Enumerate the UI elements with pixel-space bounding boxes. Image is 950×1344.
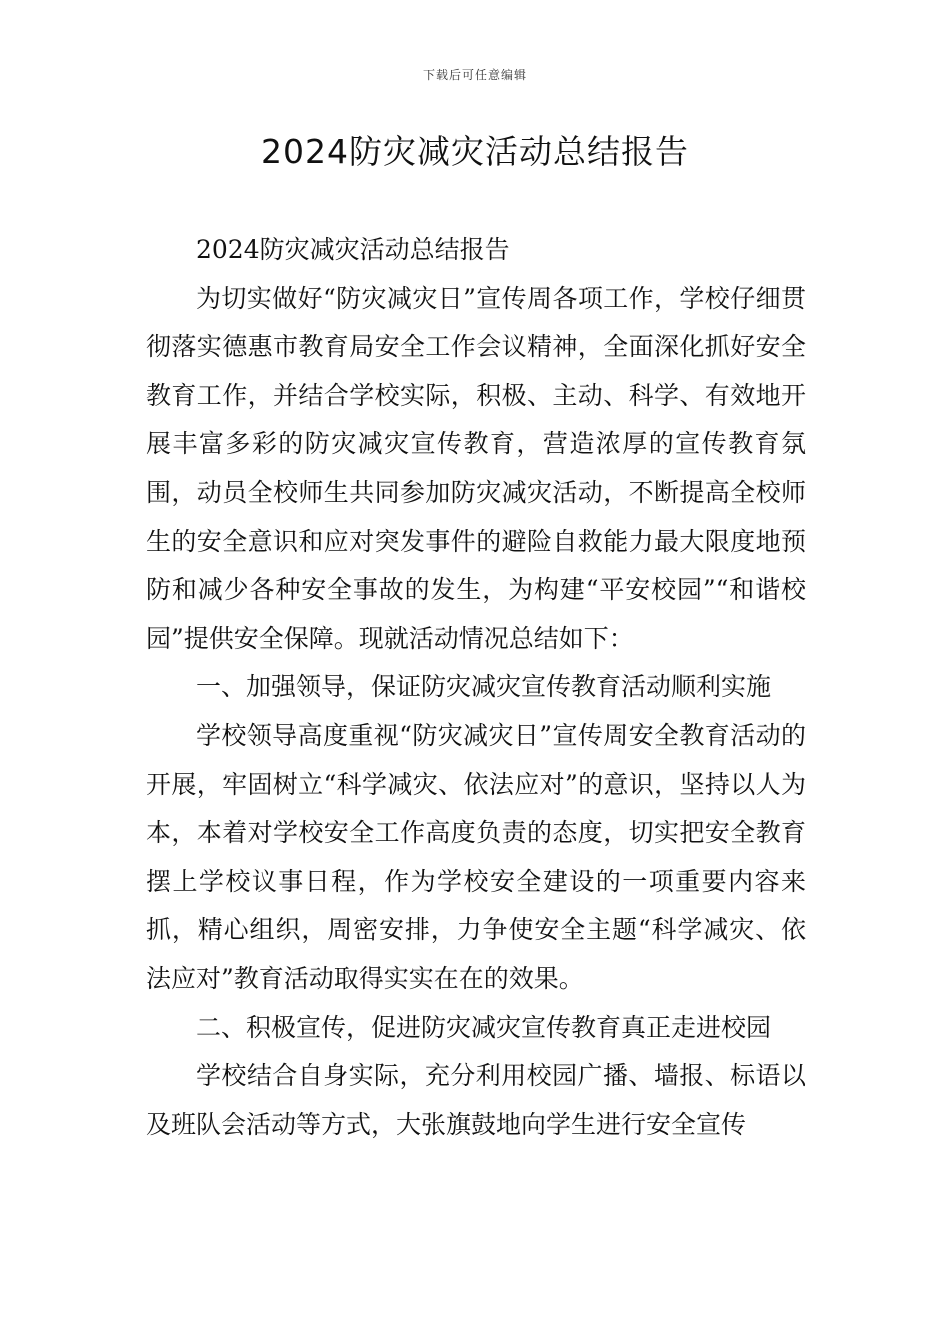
paragraph-intro: 为切实做好“防灾减灾日”宣传周各项工作，学校仔细贯彻落实德惠市教育局安全工作会议精神，全面深化抓好安全教育工作，并结合学校实际，积极、主动、科学、有效地开展丰富多彩的防灾减灾宣传教育，营造浓厚的宣传教育氛围，动员全校师生共同参加防灾减灾活动，不断提高全校师生的安全意识和应对突发事件的避险自救能力最大限度地预防和减少各种安全事故的发生，为构建“平安校园”“和谐校园”提供安全保障。现就活动情况总结如下： <box>146 283 806 653</box>
document-title: 2024防灾减灾活动总结报告 <box>261 132 689 171</box>
header-note: 下载后可任意编辑 <box>422 68 527 82</box>
paragraph-section-2: 学校结合自身实际，充分利用校园广播、墙报、标语以及班队会活动等方式，大张旗鼓地向学生进行安全宣传 <box>146 1061 806 1139</box>
paragraph-subtitle: 2024防灾减灾活动总结报告 <box>196 235 510 264</box>
section-heading-1: 一、加强领导，保证防灾减灾宣传教育活动顺利实施 <box>196 672 772 702</box>
paragraph-section-1: 学校领导高度重视“防灾减灾日”宣传周安全教育活动的开展，牢固树立“科学减灾、依法应对”的意识，坚持以人为本，本着对学校安全工作高度负责的态度，切实把安全教育摆上学校议事日程，作为学校安全建设的一项重要内容来抓，精心组织，周密安排，力争使安全主题“科学减灾、依法应对”教育活动取得实实在在的效果。 <box>146 720 806 993</box>
section-heading-2: 二、积极宣传，促进防灾减灾宣传教育真正走进校园 <box>196 1012 772 1042</box>
document-body <box>146 226 806 1149</box>
